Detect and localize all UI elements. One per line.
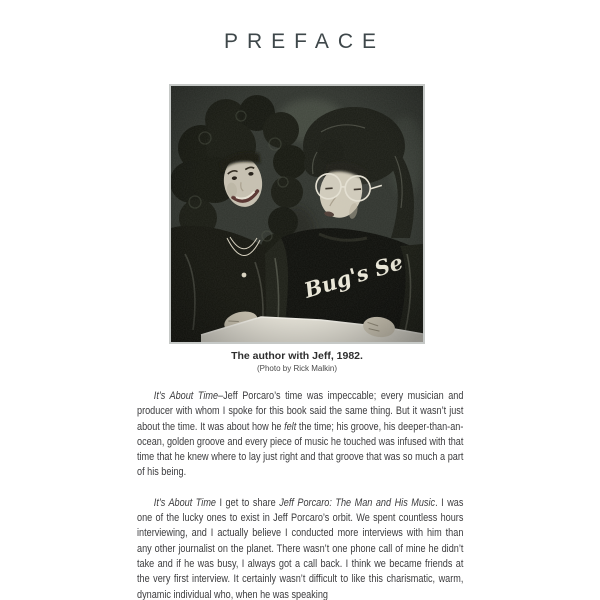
photo-illustration	[171, 86, 423, 342]
photo-credit: (Photo by Rick Malkin)	[256, 364, 338, 373]
paragraph-1: It’s About Time–Jeff Porcaro’s time was impeccable; every musician and producer with whom I spoke for this book said the same thing. But it wasn’t just about the time. It was about how he felt the time; his groove, his deeper-than-an-ocean, golden groove and every piece of music he touched was infused with that time that he knew where to lay just right and that groove that was so much a part of his being.	[137, 390, 464, 479]
photo	[169, 84, 425, 344]
body-text	[137, 389, 463, 600]
photo-grain	[171, 86, 423, 342]
page-title: PREFACE	[223, 30, 386, 53]
photo-caption-block	[169, 350, 425, 373]
photo-caption: The author with Jeff, 1982.	[231, 350, 363, 362]
paragraph-2: It’s About Time I get to share Jeff Porcaro: The Man and His Music. I was one of the lucky ones to exist in Jeff Porcaro’s orbit. We spent countless hours interviewing, and I actually believe I conducted more interviews with him than any other journalist on the planet. There wasn’t one phone call of mine he didn’t take and if he was busy, I always got a call back. I think we became friends at the very first interview. It certainly wasn’t difficult to like this charismatic, warm, dynamic individual who, when he was speaking	[137, 496, 464, 600]
